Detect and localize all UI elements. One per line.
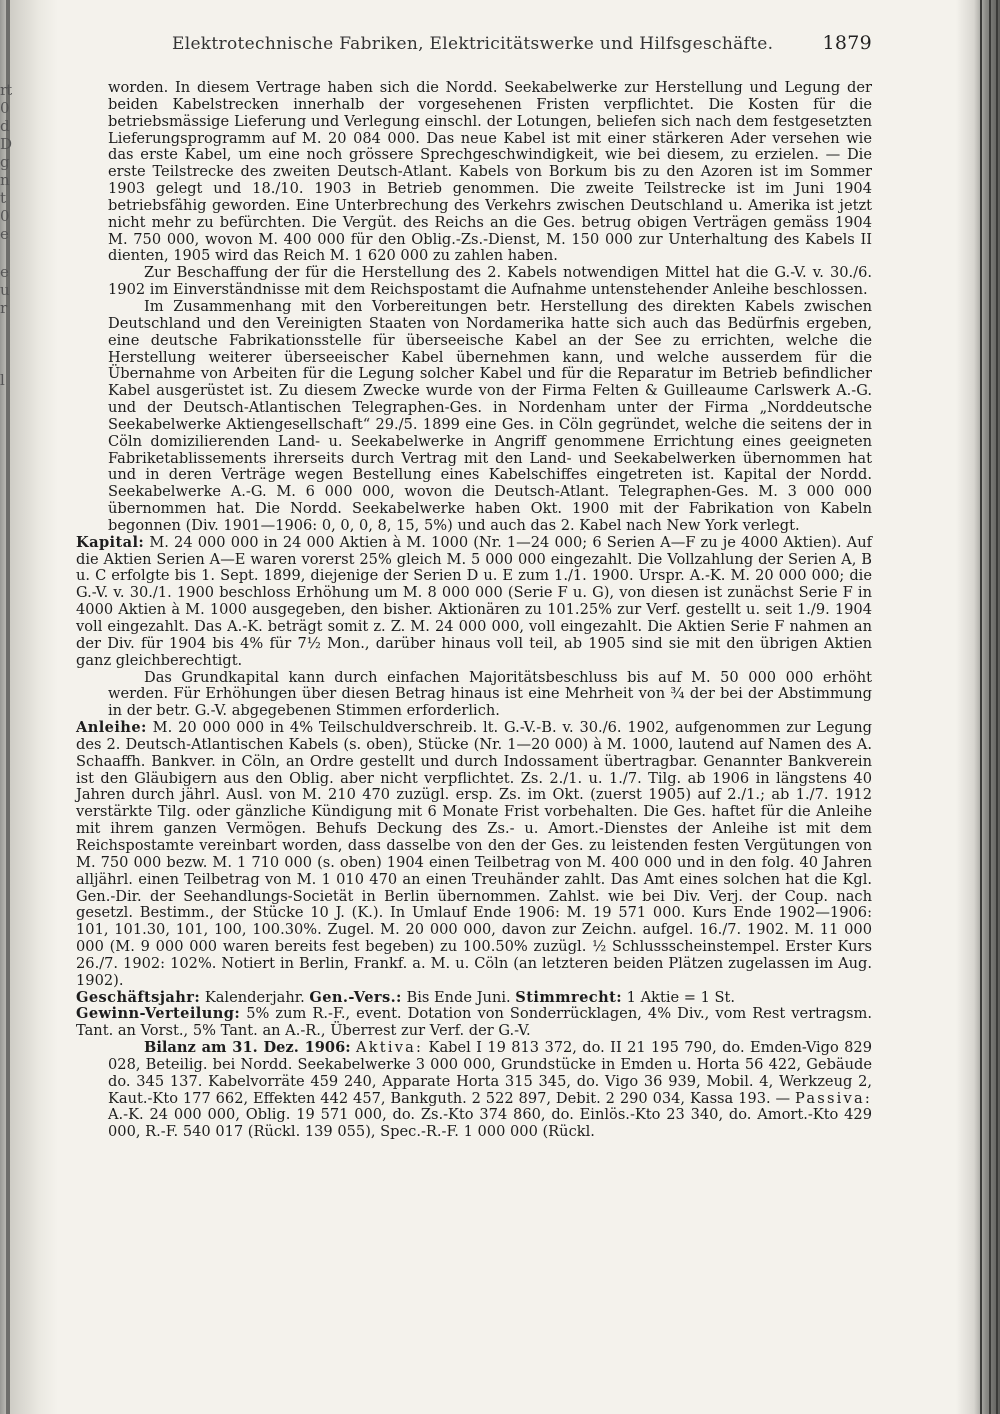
stimmrecht-label: Stimmrecht: [515, 988, 623, 1006]
aktiva-label: Aktiva: [355, 1039, 424, 1057]
section-meta [76, 990, 872, 1007]
stimmrecht-text: 1 Aktie = 1 St. [626, 988, 736, 1006]
margin-fragment: e [0, 263, 8, 281]
margin-fragment: n [0, 171, 9, 189]
section-gewinn [76, 1006, 872, 1040]
passiva-text: A.-K. 24 000 000, Oblig. 19 571 000, do. Zs.-Kto 374 860, do. Einlös.-Kto 23 340, do. Amort.-Kto 429 000, R.-F. 540 017 (Rückl. 139 055), Spec.-R.-F. 1 000 000 (Rückl. [108, 1106, 872, 1141]
paragraph-grundkapital: Das Grundkapital kann durch einfachen Majoritätsbeschluss bis auf M. 50 000 000 erhöht werden. Für Erhöhungen über diesen Betrag hinaus ist eine Mehrheit von ¾ der bei der Abstimmung in der betr. G.-V. abgegebenen Stimmen erforderlich. [108, 668, 872, 720]
margin-fragment: 0 [0, 99, 9, 117]
gewinn-label: Gewinn-Verteilung: [76, 1005, 241, 1023]
gen-vers-text: Bis Ende Juni. [406, 988, 511, 1006]
section-kapital [76, 535, 872, 670]
scan-right-stripe [989, 0, 991, 1414]
scan-right-edge [956, 0, 1000, 1414]
article-body [76, 79, 873, 1141]
page-number: 1879 [822, 32, 872, 54]
margin-fragment: 0 [0, 207, 9, 225]
margin-fragment: e [0, 225, 8, 243]
gen-vers-label: Gen.-Vers.: [309, 988, 402, 1006]
margin-fragment: g [0, 153, 9, 171]
aktiva-text: Kabel I 19 813 372, do. II 21 195 790, do. Emden-Vigo 829 028, Beteilig. bei Nordd. Seekabelwerke 3 000 000, Grundstücke in Emden u. Horta 56 422, Gebäude do. 345 137. Kabelvorräte 459 240, Apparate Horta 315 345, do. Vigo 36 939, Mobil. 4, Werkzeug 2, Kaut.-Kto 177 662, Effekten 442 457, Bankguth. 2 522 897, Debit. 2 290 034, Kassa 193. — [108, 1039, 873, 1107]
section-anleihe [76, 720, 872, 990]
passiva-label: Passiva: [795, 1089, 872, 1107]
margin-fragment: r [0, 299, 7, 317]
scan-right-stripe [996, 0, 998, 1414]
paragraph-financing: Zur Beschaffung der für die Herstellung des 2. Kabels notwendigen Mittel hat die G.-V. v. 30./6. 1902 im Einverständnisse mit dem Reichspostamt die Aufnahme untenstehender Anleihe beschlossen. [108, 264, 872, 299]
anleihe-label: Anleihe: [76, 719, 147, 737]
kapital-text: M. 24 000 000 in 24 000 Aktien à M. 1000 (Nr. 1—24 000; 6 Serien A—F zu je 4000 Aktien). Auf die Aktien Serien A—E waren vorerst 25% gleich M. 5 000 000 eingezahlt. Die Vollzahlung der Serien A, B u. C erfolgte bis 1. Sept. 1899, diejenige der Serien D u. E zum 1./1. 1900. Urspr. A.-K. M. 20 000 000; die G.-V. v. 30./1. 1900 beschloss Erhöhung um M. 8 000 000 (Serie F u. G), von diesen ist zunächst Serie F in 4000 Aktien à M. 1000 ausgegeben, den bisher. Aktionären zu 101.25% zur Verf. gestellt u. seit 1./9. 1904 voll eingezahlt. Das A.-K. beträgt somit z. Z. M. 24 000 000, voll eingezahlt. Die Aktien Serie F nahmen an der Div. für 1904 bis 4% für 7½ Mon., darüber hinaus voll teil, ab 1905 sind sie mit den übrigen Aktien ganz gleichberechtigt. [76, 533, 872, 669]
paragraph-contract: worden. In diesem Vertrage haben sich die Nordd. Seekabelwerke zur Herstellung und Legung der beiden Kabelstrecken innerhalb der vorgesehenen Fristen verpflichtet. Die Kosten für die betriebsmässige Lieferung und Verlegung einschl. der Lotungen, beliefen sich nach dem festgesetzten Lieferungsprogramm auf M. 20 084 000. Das neue Kabel ist mit einer stärkeren Ader versehen wie das erste Kabel, um eine noch grössere Sprechgeschwindigkeit, wie bei diesem, zu erzielen. — Die erste Teilstrecke des zweiten Deutsch-Atlant. Kabels von Borkum bis zu den Azoren ist im Sommer 1903 gelegt und 18./10. 1903 in Betrieb genommen. Die zweite Teilstrecke ist im Juni 1904 betriebsfähig geworden. Eine Unterbrechung des Verkehrs zwischen Deutschland u. Amerika ist jetzt nicht mehr zu befürchten. Die Vergüt. des Reichs an die Ges. betrug obigen Verträgen gemäss 1904 M. 750 000, wovon M. 400 000 für den Oblig.-Zs.-Dienst, M. 150 000 zur Unterhaltung des Kabels II dienten, 1905 wird das Reich M. 1 620 000 zu zahlen haben. [108, 79, 872, 265]
section-bilanz [108, 1040, 872, 1141]
geschaeftsjahr-text: Kalenderjahr. [204, 988, 305, 1006]
margin-fragment: u [0, 281, 9, 299]
margin-fragment: l [0, 371, 4, 389]
gewinn-text: 5% zum R.-F., event. Dotation von Sonderrücklagen, 4% Div., vom Rest vertragsm. Tant. an Vorst., 5% Tant. an A.-R., Überrest zur Verf. der G.-V. [76, 1005, 872, 1040]
paragraph-seekabelwerke: Im Zusammenhang mit den Vorbereitungen betr. Herstellung des direkten Kabels zwischen Deutschland und den Vereinigten Staaten von Nordamerika hatte sich auch das Bedürfnis ergeben, eine deutsche Fabrikationsstelle für überseeische Kabel an der See zu errichten, welche die Herstellung weiterer überseeischer Kabel übernehmen kann, und welche ausserdem für die Übernahme von Arbeiten für die Legung solcher Kabel und für die Reparatur im Betrieb befindlicher Kabel ausgerüstet ist. Zu diesem Zwecke wurde von der Firma Felten & Guilleaume Carlswerk A.-G. und der Deutsch-Atlantischen Telegraphen-Ges. in Nordenham unter der Firma „Norddeutsche Seekabelwerke Aktiengesellschaft“ 29./5. 1899 eine Ges. in Cöln gegründet, welche die seitens der in Cöln domizilierenden Land- u. Seekabelwerke in Angriff genommene Errichtung eines geeigneten Fabriketablissements ihrerseits durch Vertrag mit den Land- und Seekabelwerken übernommen hat und in deren Verträge wegen Bestellung eines Kabelschiffes eingetreten ist. Kapital der Nordd. Seekabelwerke A.-G. M. 6 000 000, wovon die Deutsch-Atlant. Telegraphen-Ges. M. 3 000 000 übernommen hat. Die Nordd. Seekabelwerke haben Okt. 1900 mit der Fabrikation von Kabeln begonnen (Div. 1901—1906: 0, 0, 0, 8, 15, 5%) und auch das 2. Kabel nach New York verlegt. [108, 297, 872, 534]
geschaeftsjahr-label: Geschäftsjahr: [76, 988, 201, 1006]
margin-fragment: t [0, 189, 6, 207]
kapital-label: Kapital: [76, 533, 145, 551]
header-title: Elektrotechnische Fabriken, Elektricitätswerke und Hilfsgeschäfte. [172, 34, 774, 54]
margin-fragment: rt [0, 81, 12, 99]
margin-fragment: d [0, 117, 9, 135]
scan-right-stripe [980, 0, 982, 1414]
running-header [172, 34, 872, 60]
margin-fragment: D [0, 135, 12, 153]
bilanz-label: Bilanz am 31. Dez. 1906: [144, 1039, 351, 1057]
anleihe-text: M. 20 000 000 in 4% Teilschuldverschreib. lt. G.-V.-B. v. 30./6. 1902, aufgenommen zur Legung des 2. Deutsch-Atlantischen Kabels (s. oben), Stücke (Nr. 1—20 000) à M. 1000, lautend auf Namen des A. Schaaffh. Bankver. in Cöln, an Ordre gestellt und durch Indossament übertragbar. Genannter Bankverein ist den Gläubigern aus den Oblig. aber nicht verpflichtet. Zs. 2./1. u. 1./7. Tilg. ab 1906 in längstens 40 Jahren durch jährl. Ausl. von M. 210 470 zuzügl. ersp. Zs. im Okt. (zuerst 1905) auf 2./1.; ab 1./7. 1912 verstärkte Tilg. oder gänzliche Kündigung mit 6 Monate Frist vorbehalten. Die Ges. haftet für die Anleihe mit ihrem ganzen Vermögen. Behufs Deckung des Zs.- u. Amort.-Dienstes der Anleihe ist mit dem Reichspostamte vereinbart worden, dass dasselbe von den der Ges. zu leistenden festen Vergütungen von M. 750 000 bezw. M. 1 710 000 (s. oben) 1904 einen Teilbetrag von M. 400 000 und in den folg. 40 Jahren alljährl. einen Teilbetrag von M. 1 010 470 an einen Treuhänder zahlt. Das Amt eines solchen hat die Kgl. Gen.-Dir. der Seehandlungs-Societät in Berlin übernommen. Zahlst. wie bei Div. Verj. der Coup. nach gesetzl. Bestimm., der Stücke 10 J. (K.). In Umlauf Ende 1906: M. 19 571 000. Kurs Ende 1902—1906: 101, 101.30, 101, 100, 100.30%. Zugel. M. 20 000 000, davon zur Zeichn. aufgel. 16./7. 1902. M. 11 000 000 (M. 9 000 000 waren bereits fest begeben) zu 100.50% zuzügl. ½ Schlussscheinstempel. Erster Kurs 26./7. 1902: 102%. Notiert in Berlin, Frankf. a. M. u. Cöln (an letzteren beiden Plätzen zugelassen im Aug. 1902). [76, 719, 873, 989]
